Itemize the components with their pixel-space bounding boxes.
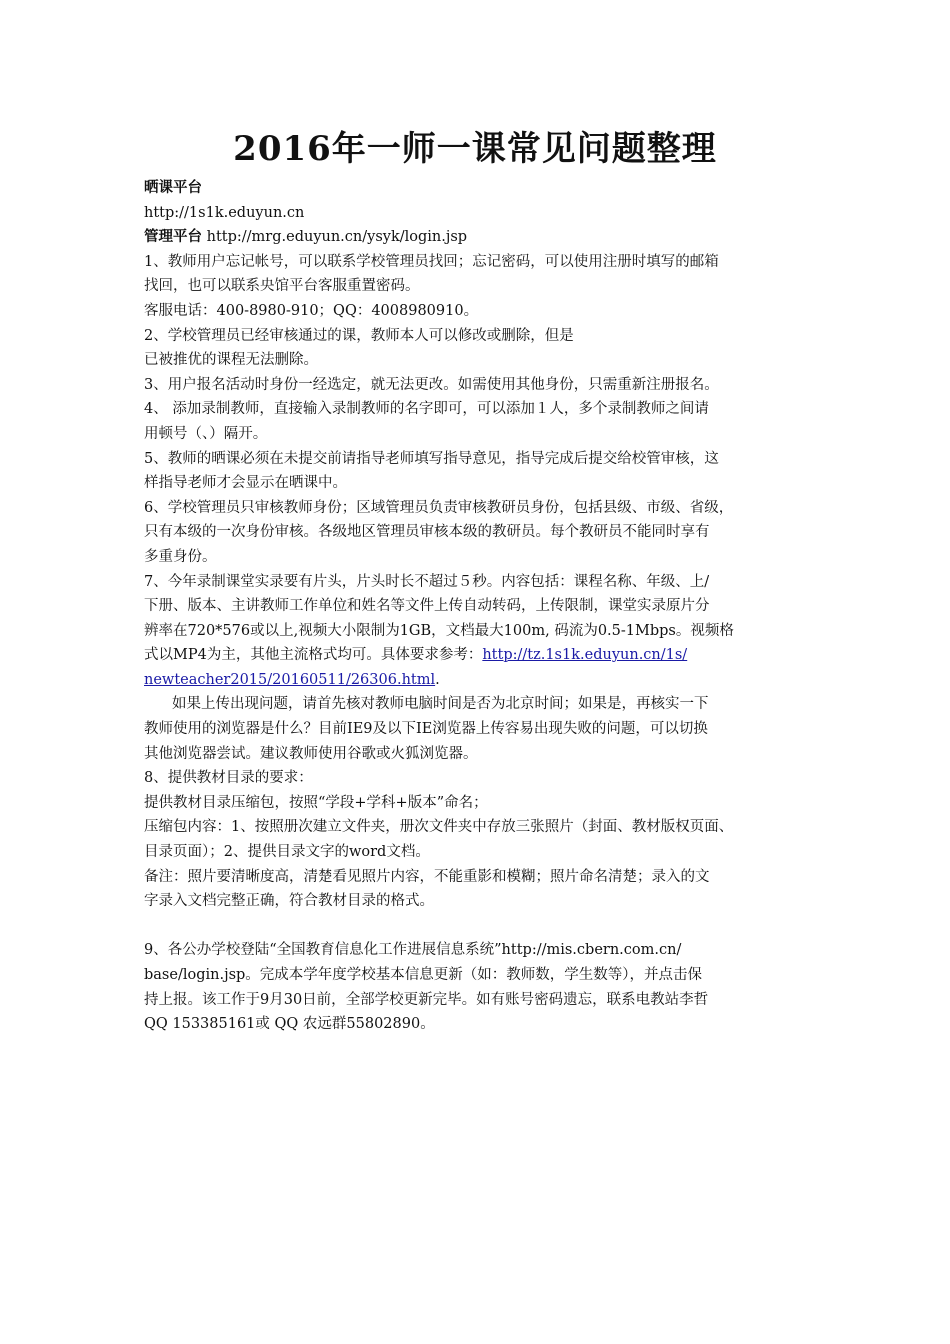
item-7-line-c: 辨率在720*576或以上,视频大小限制为1GB，文档最大100m, 码流为0.5-1Mbps。视频格 — [144, 622, 734, 639]
item-7-line-d — [144, 643, 824, 668]
item-8-line-f: 字录入文档完整正确，符合教材目录的格式。 — [144, 893, 434, 910]
document-body — [144, 176, 824, 1037]
guanli-line — [144, 225, 824, 250]
shaike-url: http://1s1k.eduyun.cn — [144, 204, 305, 221]
item-4-line-b: 用顿号（、）隔开。 — [144, 425, 268, 442]
item-8-line-a: 8、提供教材目录的要求： — [144, 770, 313, 787]
item-1-line-a: 1、教师用户忘记帐号，可以联系学校管理员找回；忘记密码，可以使用注册时填写的邮箱 — [144, 253, 719, 270]
item-7-text: 式以MP4为主，其他主流格式均可。具体要求参考： — [144, 647, 483, 664]
item-9-line-c: 持上报。该工作于9月30日前，全部学校更新完毕。如有账号密码遗忘，联系电教站李哲 — [144, 991, 709, 1008]
item-7-line-a: 7、今年录制课堂实录要有片头，片头时长不超过５秒。内容包括：课程名称、年级、上/ — [144, 573, 710, 590]
item-6-line-b: 只有本级的一次身份审核。各级地区管理员审核本级的教研员。每个教研员不能同时享有 — [144, 524, 710, 541]
reference-link-part-2[interactable]: newteacher2015/20160511/26306.html — [144, 671, 436, 688]
guanli-url: http://mrg.eduyun.cn/ysyk/login.jsp — [206, 229, 468, 246]
item-9-line-a: 9、各公办学校登陆“全国教育信息化工作进展信息系统”http://mis.cbern.com.cn/ — [144, 942, 682, 959]
item-8-line-c: 压缩包内容：1、按照册次建立文件夹，册次文件夹中存放三张照片（封面、教材版权页面、 — [144, 819, 734, 836]
item-1-line-c: 客服电话：400-8980-910；QQ：4008980910。 — [144, 302, 479, 319]
document-title: 2016年一师一课常见问题整理 — [233, 129, 717, 169]
item-8-line-d: 目录页面）；2、提供目录文字的word文档。 — [144, 844, 430, 861]
item-6-line-c: 多重身份。 — [144, 548, 217, 565]
item-9-line-b: base/login.jsp。完成本学年度学校基本信息更新（如：教师数，学生数等），并点击保 — [144, 967, 703, 983]
item-2-line-a: 2、学校管理员已经审核通过的课，教师本人可以修改或删除，但是 — [144, 327, 574, 344]
shaike-label: 晒课平台 — [144, 179, 202, 196]
item-7-line-b: 下册、版本、主讲教师工作单位和姓名等文件上传自动转码，上传限制，课堂实录原片分 — [144, 598, 710, 615]
item-2-line-b: 已被推优的课程无法删除。 — [144, 352, 318, 369]
item-7-period: . — [435, 671, 440, 688]
item-3-line: 3、用户报名活动时身份一经选定，就无法更改。如需使用其他身份，只需重新注册报名。 — [144, 376, 719, 393]
item-7-line-f: 如果上传出现问题，请首先核对教师电脑时间是否为北京时间；如果是，再核实一下 — [172, 696, 709, 713]
item-4-line-a: 4、 添加录制教师，直接输入录制教师的名字即可，可以添加１人，多个录制教师之间请 — [144, 401, 709, 418]
item-7-line-h: 其他浏览器尝试。建议教师使用谷歌或火狐浏览器。 — [144, 745, 478, 762]
item-7-line-e — [144, 668, 824, 693]
item-1-line-b: 找回，也可以联系央馆平台客服重置密码。 — [144, 278, 420, 295]
item-6-line-a: 6、学校管理员只审核教师身份；区域管理员负责审核教研员身份，包括县级、市级、省级， — [144, 499, 734, 516]
item-8-line-e: 备注：照片要清晰度高，清楚看见照片内容，不能重影和模糊；照片命名清楚；录入的文 — [144, 868, 710, 885]
reference-link-part-1[interactable]: http://tz.1s1k.eduyun.cn/1s/ — [482, 647, 688, 664]
spacer — [144, 914, 824, 939]
item-8-line-b: 提供教材目录压缩包，按照“学段+学科+版本”命名； — [144, 794, 488, 811]
guanli-label: 管理平台 — [144, 228, 202, 246]
item-5-line-b: 样指导老师才会显示在晒课中。 — [144, 475, 347, 492]
item-5-line-a: 5、教师的晒课必须在未提交前请指导老师填写指导意见，指导完成后提交给校管审核，这 — [144, 450, 719, 467]
item-9-line-d: QQ 153385161或 QQ 农远群55802890。 — [144, 1016, 435, 1033]
item-7-line-g: 教师使用的浏览器是什么？目前IE9及以下IE浏览器上传容易出现失败的问题，可以切换 — [144, 721, 708, 738]
